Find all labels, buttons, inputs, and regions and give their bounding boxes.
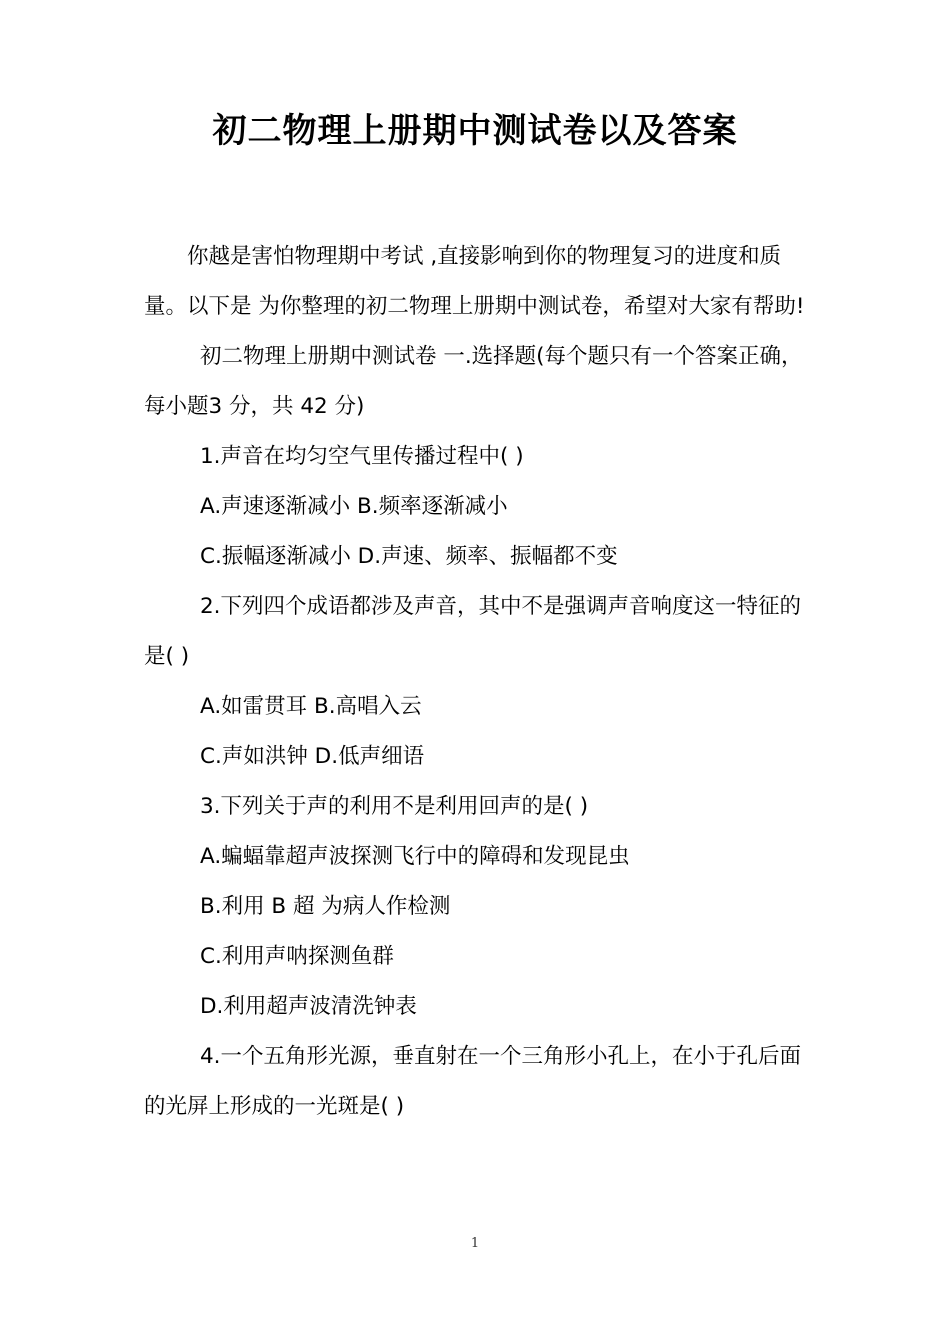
question-1-stem: 1.声音在均匀空气里传播过程中( ) (200, 444, 524, 469)
question-3-option-c: C.利用声呐探测鱼群 (200, 944, 394, 969)
question-2-options-ab: A.如雷贯耳 B.高唱入云 (200, 694, 422, 719)
question-3-option-b: B.利用 B 超 为病人作检测 (200, 894, 451, 919)
question-1-options-ab: A.声速逐渐减小 B.频率逐渐减小 (200, 494, 508, 519)
question-2-stem: 2.下列四个成语都涉及声音，其中不是强调声音响度这一特征的是( ) (144, 594, 802, 669)
question-2-options-cd: C.声如洪钟 D.低声细语 (200, 744, 425, 769)
intro-paragraph: 你越是害怕物理期中考试 ,直接影响到你的物理复习的进度和质量。以下是 为你整理的初二物理上册期中测试卷，希望对大家有帮助! (144, 244, 805, 319)
page-title: 初二物理上册期中测试卷以及答案 (212, 111, 738, 151)
question-3-option-d: D.利用超声波清洗钟表 (200, 994, 417, 1019)
section-heading: 初二物理上册期中测试卷 一.选择题(每个题只有一个答案正确，每小题3 分，共 42 分) (144, 344, 803, 419)
page-number: 1 (470, 1236, 480, 1251)
question-1-options-cd: C.振幅逐渐减小 D.声速、频率、振幅都不变 (200, 544, 618, 569)
question-3-stem: 3.下列关于声的利用不是利用回声的是( ) (200, 794, 589, 819)
question-4-stem: 4.一个五角形光源，垂直射在一个三角形小孔上，在小于孔后面的光屏上形成的一光斑是( ) (144, 1044, 802, 1119)
question-3-option-a: A.蝙蝠靠超声波探测飞行中的障碍和发现昆虫 (200, 844, 630, 869)
document-body (144, 232, 812, 1132)
